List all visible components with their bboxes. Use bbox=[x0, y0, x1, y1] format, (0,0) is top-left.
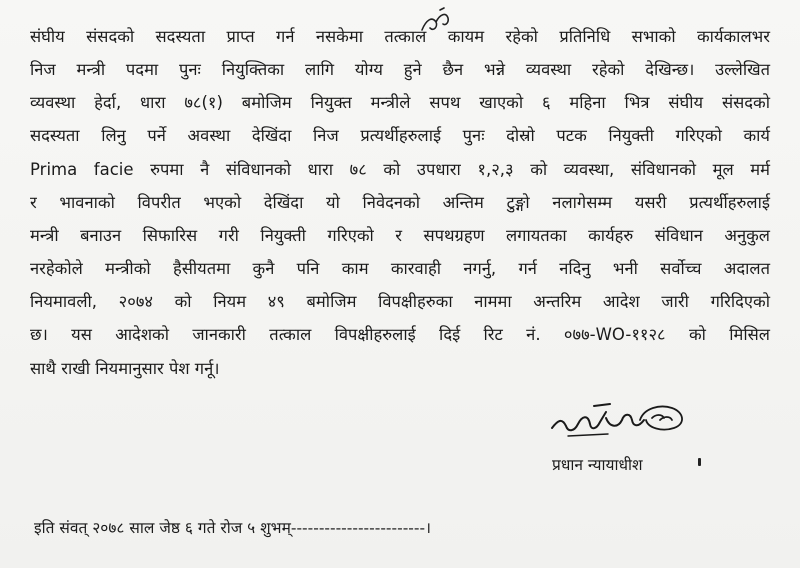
text-line: सदस्यता लिनु पर्ने अवस्था देखिंदा निज प्रत्यर्थीहरुलाई पुनः दोस्रो पटक नियुक्ती गरिएको कार्य bbox=[30, 126, 770, 145]
text-line: निज मन्त्री पदमा पुनः नियुक्तिका लागि योग्य हुने छैन भन्ने व्यवस्था रहेको देखिन्छ। उल्लेखित bbox=[30, 60, 770, 79]
handwritten-signature bbox=[548, 398, 698, 446]
ink-mark bbox=[698, 458, 701, 466]
text-line: र भावनाको विपरीत भएको देखिंदा यो निवेदनको अन्तिम टुङ्गो नलागेसम्म यसरी प्रत्यर्थीहरुलाई bbox=[30, 193, 770, 212]
text-line: संघीय संसदको सदस्यता प्राप्त गर्न नसकेमा तत्काल कायम रहेको प्रतिनिधि सभाको कार्यकालभर bbox=[30, 27, 770, 46]
text-line: छ। यस आदेशको जानकारी तत्काल विपक्षीहरुलाई दिई रिट नं. ०७७-WO-११२८ को मिसिल bbox=[30, 325, 770, 344]
text-line: व्यवस्था हेर्दा, धारा ७८(१) बमोजिम नियुक्त मन्त्रीले सपथ खाएको ६ महिना भित्र संघीय संसदको bbox=[30, 93, 770, 112]
text-line: साथै राखी नियमानुसार पेश गर्नू। bbox=[30, 359, 220, 378]
date-line: इति संवत् २०७८ साल जेष्ठ ६ गते रोज ५ शुभम्------------------------। bbox=[34, 519, 431, 537]
text-line: मन्त्री बनाउन सिफारिस गरी नियुक्ती गरिएको र सपथग्रहण लगायतका कार्यहरु संविधान अनुकुल bbox=[30, 226, 770, 245]
text-line: नरहेकोले मन्त्रीको हैसीयतमा कुनै पनि काम कारवाही नगर्नु, गर्न नदिनु भनी सर्वोच्च अदालत bbox=[30, 259, 770, 278]
text-line: नियमावली, २०७४ को नियम ४९ बमोजिम विपक्षीहरुका नाममा अन्तरिम आदेश जारी गरिदिएको bbox=[30, 292, 770, 311]
text-line: Prima facie रुपमा नै संविधानको धारा ७८ को उपधारा १,२,३ को व्यवस्था, संविधानको मूल मर्म bbox=[30, 160, 770, 179]
signatory-title: प्रधान न्यायाधीश bbox=[552, 456, 643, 474]
